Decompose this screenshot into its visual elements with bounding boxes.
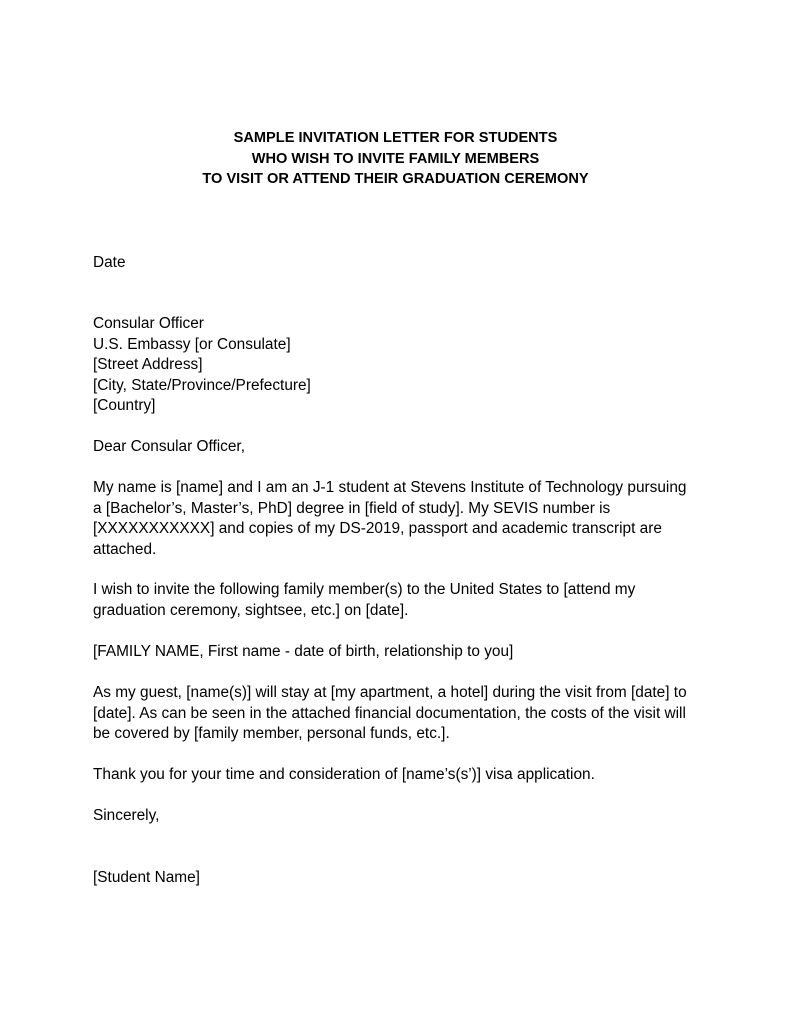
date-line bbox=[93, 253, 713, 274]
date-text: Date bbox=[93, 254, 126, 271]
paragraph-introduction bbox=[93, 478, 713, 560]
closing-line bbox=[93, 806, 713, 827]
salutation bbox=[93, 437, 713, 458]
closing-text: Sincerely, bbox=[93, 807, 160, 824]
paragraph-invitation bbox=[93, 580, 713, 621]
family-member-line bbox=[93, 642, 713, 663]
signature-text: [Student Name] bbox=[93, 869, 200, 886]
paragraph-1-line-3: [XXXXXXXXXXX] and copies of my DS-2019, passport and academic transcript are bbox=[93, 520, 662, 537]
title-line-1: SAMPLE INVITATION LETTER FOR STUDENTS bbox=[233, 130, 558, 146]
address-line-3: [Street Address] bbox=[93, 356, 203, 373]
address-line-5: [Country] bbox=[93, 397, 156, 414]
letter-title bbox=[0, 128, 791, 190]
recipient-address bbox=[93, 314, 713, 417]
paragraph-2-line-2: graduation ceremony, sightsee, etc.] on [date]. bbox=[93, 601, 409, 619]
address-line-4: [City, State/Province/Prefecture] bbox=[93, 376, 311, 394]
signature-line bbox=[93, 868, 713, 889]
salutation-text: Dear Consular Officer, bbox=[93, 438, 245, 455]
paragraph-3-line-1: As my guest, [name(s)] will stay at [my apartment, a hotel] during the visit from [date] to bbox=[93, 684, 687, 701]
paragraph-1-line-2: a [Bachelor’s, Master’s, PhD] degree in [field of study]. My SEVIS number is bbox=[93, 499, 611, 517]
thanks-line bbox=[93, 765, 713, 786]
paragraph-3-line-3: be covered by [family member, personal funds, etc.]. bbox=[93, 725, 450, 742]
paragraph-1-line-4: attached. bbox=[93, 540, 157, 558]
title-line-2: WHO WISH TO INVITE FAMILY MEMBERS bbox=[251, 150, 540, 167]
address-line-2: U.S. Embassy [or Consulate] bbox=[93, 335, 291, 353]
paragraph-3-line-2: [date]. As can be seen in the attached financial documentation, the costs of the visit will bbox=[93, 704, 686, 722]
address-line-1: Consular Officer bbox=[93, 315, 204, 332]
paragraph-2-line-1: I wish to invite the following family member(s) to the United States to [attend my bbox=[93, 581, 636, 598]
thanks-text: Thank you for your time and consideration of [name’s(s’)] visa application. bbox=[93, 766, 595, 783]
title-line-3: TO VISIT OR ATTEND THEIR GRADUATION CEREMONY bbox=[202, 171, 589, 187]
paragraph-1-line-1: My name is [name] and I am an J-1 student at Stevens Institute of Technology pursuing bbox=[93, 479, 687, 496]
paragraph-accommodation bbox=[93, 683, 713, 745]
family-member-text: [FAMILY NAME, First name - date of birth, relationship to you] bbox=[93, 643, 514, 660]
